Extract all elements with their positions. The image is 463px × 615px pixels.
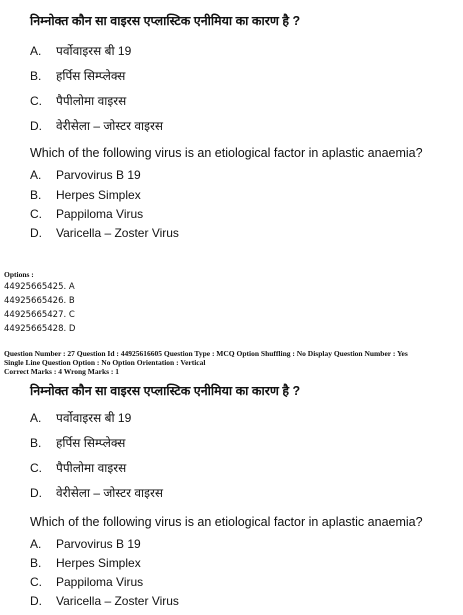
option-text: वेरीसेला – जोस्टर वाइरस xyxy=(56,119,164,133)
option-letter: C. xyxy=(30,94,42,108)
option-letter: C. xyxy=(30,207,42,221)
option-letter: D. xyxy=(30,486,42,500)
option-text: पर्वोवाइरस बी 19 xyxy=(56,44,132,58)
option-d-english xyxy=(30,226,179,240)
marks-line: Correct Marks : 4 Wrong Marks : 1 xyxy=(4,367,120,376)
option-a-hindi xyxy=(30,42,131,59)
option-letter: A. xyxy=(30,537,42,551)
option-text: पर्वोवाइरस बी 19 xyxy=(56,411,132,425)
option-text: Parvovirus B 19 xyxy=(56,537,141,551)
option-letter: C. xyxy=(30,575,42,589)
question-meta-line: Question Number : 27 Question Id : 44925616605 Question Type : MCQ Option Shuffling : No Display Question Number : Yes xyxy=(4,349,408,358)
question-hindi: निम्नोक्त कौन सा वाइरस एप्लास्टिक एनीमिया का कारण है ? xyxy=(30,384,301,398)
option-b-english xyxy=(30,188,141,202)
option-letter: A. xyxy=(30,411,42,425)
question-english: Which of the following virus is an etiological factor in aplastic anaemia? xyxy=(30,515,423,529)
option-text: वेरीसेला – जोस्टर वाइरस xyxy=(56,486,164,500)
option-b-hindi xyxy=(30,434,125,451)
option-c-english xyxy=(30,575,143,589)
option-id: 44925665426. B xyxy=(4,296,75,306)
option-text: Varicella – Zoster Virus xyxy=(56,226,179,240)
option-text: पैपीलोमा वाइरस xyxy=(56,461,127,475)
option-a-hindi xyxy=(30,409,131,426)
option-c-hindi xyxy=(30,92,126,109)
option-letter: D. xyxy=(30,119,42,133)
option-letter: A. xyxy=(30,168,42,182)
option-text: Varicella – Zoster Virus xyxy=(56,594,179,608)
option-letter: C. xyxy=(30,461,42,475)
option-b-hindi xyxy=(30,67,125,84)
option-a-english xyxy=(30,537,141,551)
question-meta-line: Single Line Question Option : No Option Orientation : Vertical xyxy=(4,358,206,367)
option-c-hindi xyxy=(30,459,126,476)
option-c-english xyxy=(30,207,143,221)
option-letter: B. xyxy=(30,556,42,570)
option-letter: A. xyxy=(30,44,42,58)
option-text: Parvovirus B 19 xyxy=(56,168,141,182)
option-letter: D. xyxy=(30,594,42,608)
option-text: पैपीलोमा वाइरस xyxy=(56,94,127,108)
option-text: Pappiloma Virus xyxy=(56,207,144,221)
option-letter: B. xyxy=(30,188,42,202)
options-label: Options : xyxy=(4,270,34,279)
option-text: Herpes Simplex xyxy=(56,188,141,202)
option-letter: B. xyxy=(30,69,42,83)
option-letter: D. xyxy=(30,226,42,240)
option-b-english xyxy=(30,556,141,570)
option-letter: B. xyxy=(30,436,42,450)
option-text: Pappiloma Virus xyxy=(56,575,144,589)
question-hindi: निम्नोक्त कौन सा वाइरस एप्लास्टिक एनीमिया का कारण है ? xyxy=(30,14,301,28)
option-id: 44925665425. A xyxy=(4,282,75,292)
option-id: 44925665427. C xyxy=(4,310,75,320)
option-text: हर्पिस सिम्प्लेक्स xyxy=(56,436,126,450)
option-id: 44925665428. D xyxy=(4,324,76,334)
option-text: हर्पिस सिम्प्लेक्स xyxy=(56,69,126,83)
option-a-english xyxy=(30,168,141,182)
option-d-hindi xyxy=(30,484,163,501)
option-d-hindi xyxy=(30,117,163,134)
option-d-english xyxy=(30,594,179,608)
question-english: Which of the following virus is an etiological factor in aplastic anaemia? xyxy=(30,146,423,160)
option-text: Herpes Simplex xyxy=(56,556,141,570)
